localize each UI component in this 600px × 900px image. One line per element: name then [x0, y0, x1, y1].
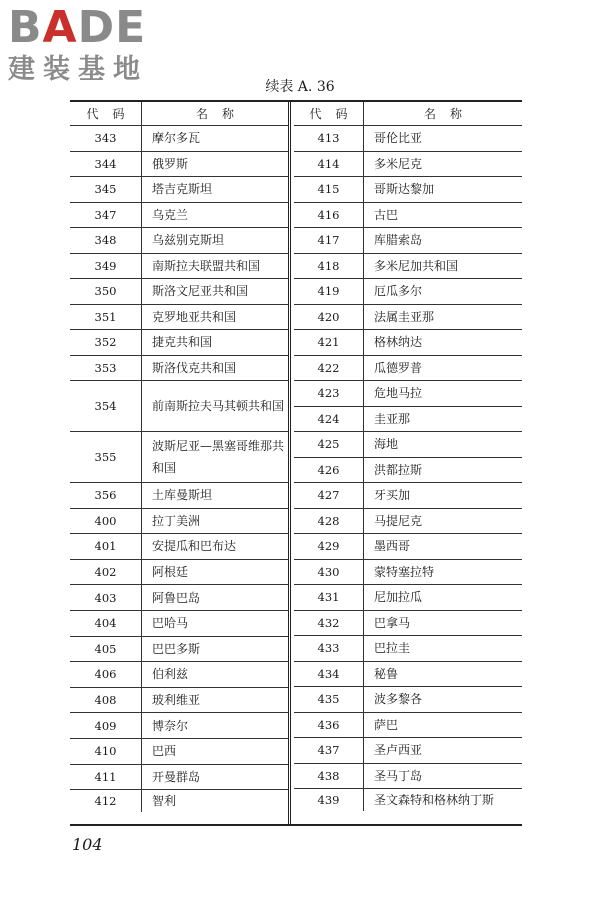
country-name: 乌兹别克斯坦 — [152, 233, 225, 248]
country-name: 捷克共和国 — [152, 335, 213, 350]
country-code: 423 — [294, 381, 364, 406]
table-row — [294, 509, 522, 535]
country-code: 354 — [70, 381, 142, 431]
country-name: 洪都拉斯 — [374, 462, 423, 477]
table-right-half — [294, 102, 522, 824]
table-row — [294, 203, 522, 229]
table-row — [294, 432, 522, 458]
country-code: 351 — [70, 305, 142, 330]
table-row — [294, 585, 522, 611]
table-row — [294, 356, 522, 382]
country-name: 多米尼加共和国 — [374, 258, 459, 273]
table-header-row — [294, 102, 522, 126]
table-row — [70, 228, 288, 254]
country-code: 352 — [70, 330, 142, 355]
logo-chinese: 建装基地 — [8, 54, 148, 85]
country-code: 345 — [70, 177, 142, 202]
table-row — [70, 432, 288, 483]
table-row — [70, 126, 288, 152]
country-name: 法属圭亚那 — [374, 309, 435, 324]
country-code: 356 — [70, 483, 142, 508]
country-name: 波多黎各 — [374, 692, 423, 707]
country-name: 瓜德罗普 — [374, 360, 423, 375]
country-code: 437 — [294, 738, 364, 763]
header-code: 代码 — [70, 102, 142, 125]
country-code: 431 — [294, 585, 364, 610]
country-code: 417 — [294, 228, 364, 253]
country-code: 405 — [70, 637, 142, 662]
table-row — [294, 126, 522, 152]
country-code: 415 — [294, 177, 364, 202]
table-row — [70, 305, 288, 331]
country-code: 404 — [70, 611, 142, 636]
country-name: 圣马丁岛 — [374, 768, 423, 783]
header-name: 名称 — [195, 106, 248, 121]
table-row — [294, 636, 522, 662]
country-code: 435 — [294, 687, 364, 712]
table-row — [70, 381, 288, 432]
country-name: 乌克兰 — [152, 207, 189, 222]
table-row — [294, 662, 522, 688]
country-name: 阿根廷 — [152, 565, 189, 580]
table-row — [70, 177, 288, 203]
country-code: 349 — [70, 254, 142, 279]
table-row — [294, 381, 522, 407]
country-name: 巴西 — [152, 744, 177, 759]
country-name: 蒙特塞拉特 — [374, 564, 435, 579]
country-code: 425 — [294, 432, 364, 457]
table-row — [70, 611, 288, 637]
country-code: 419 — [294, 279, 364, 304]
country-name: 摩尔多瓦 — [152, 131, 201, 146]
country-code: 413 — [294, 126, 364, 151]
table-row — [70, 739, 288, 765]
country-code: 344 — [70, 152, 142, 177]
country-code: 428 — [294, 509, 364, 534]
country-name: 格林纳达 — [374, 335, 423, 350]
country-code: 438 — [294, 764, 364, 789]
country-code: 412 — [70, 790, 142, 812]
table-row — [294, 738, 522, 764]
country-name: 前南斯拉夫马其顿共和国 — [152, 399, 285, 413]
country-code: 406 — [70, 662, 142, 687]
country-name: 圣卢西亚 — [374, 743, 423, 758]
country-code: 414 — [294, 152, 364, 177]
country-name: 巴拉圭 — [374, 641, 411, 656]
table-row — [70, 662, 288, 688]
country-name: 圣文森特和格林纳丁斯 — [374, 793, 495, 807]
brand-logo — [8, 4, 178, 86]
country-name: 斯洛伐克共和国 — [152, 360, 237, 375]
country-name: 圭亚那 — [374, 411, 411, 426]
table-row — [70, 203, 288, 229]
header-code: 代码 — [294, 102, 364, 125]
country-code: 426 — [294, 458, 364, 483]
table-row — [70, 713, 288, 739]
country-code: 347 — [70, 203, 142, 228]
table-row — [70, 330, 288, 356]
country-code: 411 — [70, 765, 142, 790]
table-row — [70, 688, 288, 714]
logo-wordmark: BADE — [8, 2, 147, 53]
table-row — [70, 585, 288, 611]
table-row — [294, 611, 522, 637]
table-row — [294, 687, 522, 713]
country-code: 403 — [70, 585, 142, 610]
country-code: 422 — [294, 356, 364, 381]
country-name: 土库曼斯坦 — [152, 488, 213, 503]
country-code: 429 — [294, 534, 364, 559]
country-code: 420 — [294, 305, 364, 330]
country-code: 434 — [294, 662, 364, 687]
table-row — [70, 279, 288, 305]
country-code: 343 — [70, 126, 142, 151]
country-code: 353 — [70, 356, 142, 381]
country-name: 波斯尼亚—黑塞哥维那共和国 — [152, 439, 285, 475]
table-row — [294, 560, 522, 586]
country-name: 拉丁美洲 — [152, 513, 201, 528]
country-code: 418 — [294, 254, 364, 279]
country-code: 416 — [294, 203, 364, 228]
country-code: 408 — [70, 688, 142, 713]
country-name: 危地马拉 — [374, 386, 423, 401]
country-name: 古巴 — [374, 207, 399, 222]
country-name: 哥斯达黎加 — [374, 182, 435, 197]
country-name: 萨巴 — [374, 717, 399, 732]
country-name: 塔吉克斯坦 — [152, 182, 213, 197]
country-name: 厄瓜多尔 — [374, 284, 423, 299]
table-row — [294, 152, 522, 178]
table-header-row — [70, 102, 288, 126]
table-row — [294, 254, 522, 280]
country-name: 伯利兹 — [152, 667, 189, 682]
table-row — [294, 483, 522, 509]
country-code: 350 — [70, 279, 142, 304]
table-row — [70, 637, 288, 663]
table-row — [294, 177, 522, 203]
country-code: 401 — [70, 534, 142, 559]
table-row — [70, 509, 288, 535]
country-name: 尼加拉瓜 — [374, 590, 423, 605]
table-row — [294, 279, 522, 305]
country-name: 墨西哥 — [374, 539, 411, 554]
country-name: 安提瓜和巴布达 — [152, 539, 237, 554]
country-code: 402 — [70, 560, 142, 585]
country-name: 巴拿马 — [374, 615, 411, 630]
table-row — [70, 765, 288, 791]
country-name: 智利 — [152, 794, 177, 809]
country-code: 430 — [294, 560, 364, 585]
table-row — [294, 330, 522, 356]
country-code: 432 — [294, 611, 364, 636]
country-name: 巴巴多斯 — [152, 641, 201, 656]
country-name: 秘鲁 — [374, 666, 399, 681]
country-name: 克罗地亚共和国 — [152, 309, 237, 324]
country-name: 巴哈马 — [152, 616, 189, 631]
country-code: 348 — [70, 228, 142, 253]
country-code: 355 — [70, 432, 142, 482]
country-code: 409 — [70, 713, 142, 738]
page-number: 104 — [72, 835, 103, 854]
country-code: 400 — [70, 509, 142, 534]
table-row — [294, 534, 522, 560]
table-row — [70, 534, 288, 560]
country-code: 427 — [294, 483, 364, 508]
country-code-table — [70, 100, 522, 826]
table-row — [70, 152, 288, 178]
country-code: 410 — [70, 739, 142, 764]
country-name: 俄罗斯 — [152, 156, 189, 171]
country-name: 开曼群岛 — [152, 769, 201, 784]
country-name: 玻利维亚 — [152, 693, 201, 708]
country-code: 424 — [294, 407, 364, 432]
country-code: 433 — [294, 636, 364, 661]
country-name: 哥伦比亚 — [374, 131, 423, 146]
table-row — [294, 458, 522, 484]
country-name: 斯洛文尼亚共和国 — [152, 284, 249, 299]
country-code: 439 — [294, 789, 364, 811]
table-row — [70, 356, 288, 382]
country-name: 库腊索岛 — [374, 233, 423, 248]
table-row — [294, 305, 522, 331]
country-name: 多米尼克 — [374, 156, 423, 171]
country-name: 牙买加 — [374, 488, 411, 503]
country-name: 南斯拉夫联盟共和国 — [152, 258, 261, 273]
country-name: 博奈尔 — [152, 718, 189, 733]
country-code: 436 — [294, 713, 364, 738]
table-row — [294, 764, 522, 790]
table-row — [294, 789, 522, 811]
header-name: 名称 — [423, 106, 476, 121]
table-row — [70, 560, 288, 586]
table-left-half — [70, 102, 291, 824]
country-name: 马提尼克 — [374, 513, 423, 528]
table-row — [294, 228, 522, 254]
country-name: 阿鲁巴岛 — [152, 590, 201, 605]
table-row — [70, 254, 288, 280]
country-name: 海地 — [374, 437, 399, 452]
table-row — [70, 483, 288, 509]
table-row — [294, 407, 522, 433]
table-caption: 续表 A. 36 — [265, 79, 335, 95]
country-code: 421 — [294, 330, 364, 355]
table-row — [70, 790, 288, 812]
table-row — [294, 713, 522, 739]
